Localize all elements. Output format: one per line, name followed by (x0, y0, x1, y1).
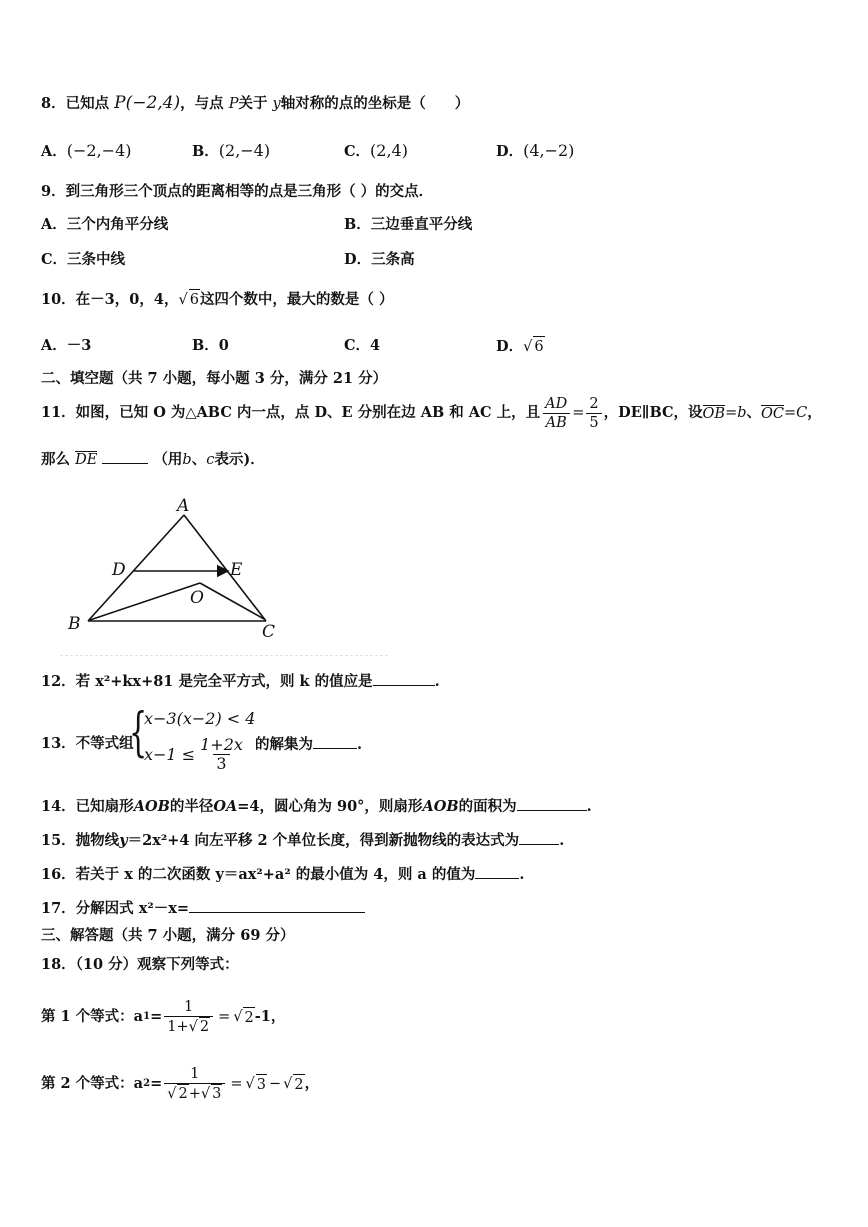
label-e: E (230, 560, 243, 580)
segment-oc (200, 583, 264, 619)
q8-point: P(−2,4) (114, 93, 181, 113)
q10-option-b: B．0 (192, 337, 229, 354)
section-3-heading: 三、解答题（共 7 小题，满分 69 分） (41, 927, 295, 944)
q11-answer-blank[interactable] (102, 449, 148, 464)
q11-fraction-ad-ab: $\frac{AD}{AB}$ (542, 395, 570, 432)
q13-tail: 的解集为 . (255, 736, 363, 753)
q8-stem: 8．已知点 P(−2,4)，与点 P关于 y轴对称的点的坐标是（ ） (41, 93, 470, 113)
q10-option-a: A．－3 (41, 337, 92, 354)
q13-answer-blank[interactable] (313, 734, 357, 749)
q18-equation-2: 第 2 个等式：a 2 = $\frac{1}{√ 2+√ 3}$ = √ 3 − √ 2 ， (41, 1066, 320, 1102)
label-c: C (262, 622, 276, 642)
q10-stem: 10．在－3，0，4，√ 6这四个数中，最大的数是（ ） (41, 291, 394, 308)
q13-label: 13．不等式组 (41, 735, 134, 752)
vector-ob: OB (702, 405, 726, 422)
q9-stem: 9．到三角形三个顶点的距离相等的点是三角形（ ）的交点． (41, 183, 434, 200)
label-a: A (177, 496, 190, 516)
q9-option-d: D．三条高 (344, 251, 415, 268)
q11-line-2: 那么 DE （用b、c表示)． (41, 451, 265, 468)
label-o: O (190, 588, 204, 608)
q9-option-a: A．三个内角平分线 (41, 216, 169, 233)
q15-stem: 15．抛物线y＝2x²+4 向左平移 2 个单位长度，得到新抛物线的表达式为 . (41, 832, 565, 849)
q11-triangle-figure (60, 495, 300, 645)
q10-option-d: D．√ 6 (496, 338, 544, 355)
q18-intro: 18．（10 分）观察下列等式： (41, 956, 239, 973)
q17-answer-blank[interactable] (189, 898, 365, 913)
q8-option-b: B．(2,−4) (192, 141, 271, 160)
label-b: B (68, 614, 81, 634)
q10-option-c: C．4 (344, 337, 381, 354)
q11-fraction-2-5: $\frac{2}{5}$ (586, 395, 601, 432)
q13-inequality-2: x−1 ≤ $\frac{1+2x}{3}$ (144, 735, 243, 773)
divider (60, 655, 388, 656)
q8-option-d: D．(4,−2) (496, 141, 575, 160)
q12-stem: 12．若 x²+kx+81 是完全平方式，则 k 的值应是 . (41, 673, 440, 690)
q9-option-c: C．三条中线 (41, 251, 126, 268)
q9-option-b: B．三边垂直平分线 (344, 216, 473, 233)
label-d: D (112, 560, 126, 580)
vector-oc: OC (761, 405, 784, 422)
q13-inequality-1: x−3(x−2) < 4 (144, 709, 256, 728)
q8-option-a: A．(−2,−4) (41, 141, 132, 160)
q17-stem: 17．分解因式 x²－x= (41, 898, 365, 919)
q11-stem: 11．如图，已知 O 为△ABC 内一点，点 D、E 分别在边 AB 和 AC 上，且 $\frac{AD}{AB}$ = $\frac{2}{5}$ ，DE∥BC，设 OB = b 、 OC = C ， (41, 395, 822, 431)
q8-option-c: C．(2,4) (344, 141, 408, 160)
q12-answer-blank[interactable] (373, 671, 435, 686)
q18-equation-1: 第 1 个等式：a 1 = $\frac{1}{1+√ 2}$ = √ 2 -1， (41, 999, 286, 1035)
q14-answer-blank[interactable] (517, 796, 587, 811)
q16-stem: 16．若关于 x 的二次函数 y＝ax²+a² 的最小值为 4，则 a 的值为 . (41, 866, 525, 883)
vector-de: DE (75, 452, 98, 468)
q13-brace: { (129, 703, 148, 763)
q16-answer-blank[interactable] (475, 864, 519, 879)
section-2-heading: 二、填空题（共 7 小题，每小题 3 分，满分 21 分） (41, 370, 388, 387)
q15-answer-blank[interactable] (519, 830, 559, 845)
q14-stem: 14．已知扇形AOB的半径OA=4，圆心角为 90°，则扇形AOB的面积为 . (41, 798, 592, 815)
